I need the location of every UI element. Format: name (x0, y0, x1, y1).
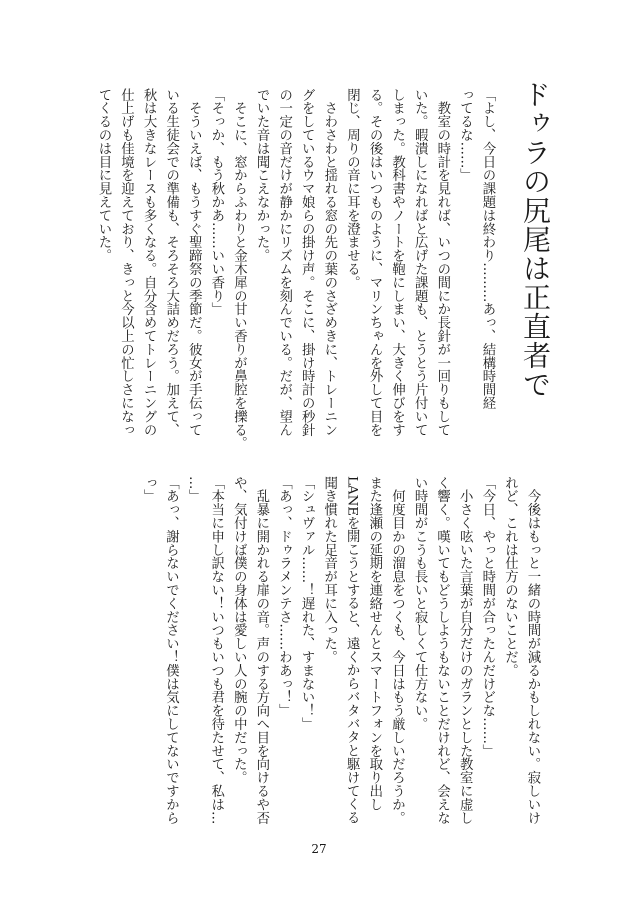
lower-text-block (136, 476, 543, 825)
text-line: 「よし、今日の課題は終わり………あっ、結構時間経 (480, 88, 495, 410)
text-line: さわさわと揺れる窓の先の葉のさざめきに、トレーニン (321, 88, 337, 437)
text-line: いる生徒会での準備も、そろそろ大詰めだろう。加えて、 (163, 88, 179, 437)
text-line: く響く。嘆いてもどうしようもないことだけれど、会えな (434, 476, 450, 825)
text-line: 「そっか、もう秋かあ……いい香り」 (208, 88, 224, 316)
text-line: 仕上げも佳境を迎えており、きっと今以上の忙しさになっ (118, 88, 134, 437)
text-line: そういえば、もうすぐ聖蹄祭の季節だ。彼女が手伝って (186, 88, 202, 437)
text-line: 「本当に申し訳ない！いつもいつも君を待たせて、私は… (208, 476, 224, 825)
text-line: LANEを開こうとすると、遠くからバタバタと駆けてくる (344, 476, 360, 825)
upper-text-block (91, 88, 498, 468)
text-line: る。その後はいつものように、マリンちゃんを外して目を (367, 88, 383, 437)
text-line: れど、これは仕方のないことだ。 (502, 476, 518, 677)
text-line: 「あっ、ドゥラメンテさ……わあっ！」 (276, 476, 292, 718)
text-line: …」 (186, 476, 202, 503)
text-line: 何度目かの溜息をつくも、今日はもう厳しいだろうか。 (389, 476, 405, 825)
text-line: い時間がこうも長いと寂しくて仕方ない。 (412, 476, 428, 731)
text-line: ってるな……」 (457, 88, 473, 182)
text-line: 聞き慣れた足音が耳に入った。 (321, 476, 337, 664)
text-line: グをしているウマ娘らの掛け声。そこに、掛け時計の秒針 (299, 88, 315, 437)
text-line: また逢瀬の延期を連絡せんとスマートフォンを取り出し (366, 476, 382, 811)
text-line: の一定の音だけが静かにリズムを刻んでいる。だが、望ん (276, 88, 292, 437)
text-line: でいた音は聞こえなかった。 (254, 88, 270, 263)
text-line: 閉じ、周りの音に耳を澄ませる。 (344, 88, 360, 289)
text-line: 教室の時計を見れば、いつの間にか長針が一回りもして (434, 88, 450, 437)
text-line: 今後はもっと一緒の時間が減るかもしれない。寂しいけ (525, 476, 540, 825)
text-line: てくるのは目に見えていた。 (95, 88, 111, 263)
text-line: そこに、窓からふわりと金木犀の甘い香りが鼻腔を擽る。 (231, 88, 247, 450)
text-line: 乱暴に開かれる扉の音。声のする方向へ目を向けるや否 (253, 476, 269, 825)
text-line: しまった。教科書やノートを鞄にしまい、大きく伸びをす (389, 88, 405, 437)
text-line: 秋は大きなレースも多くなる。自分含めてトレーニングの (141, 88, 157, 437)
text-line: 「シュヴァル……！遅れた、すまない！」 (299, 476, 315, 731)
text-line: 「あっ、謝らないでください！僕は気にしてないですから (163, 476, 179, 825)
text-line: 「今日、やっと時間が合ったんだけどな……」 (479, 476, 495, 758)
text-line: や、気付けば僕の身体は愛しい人の腕の中だった。 (231, 476, 247, 785)
text-line: いた。暇潰しになればと広げた課題も、とうとう片付いて (412, 88, 428, 437)
chapter-title: ドゥラの尻尾は正直者で (519, 80, 552, 399)
text-line: っ」 (140, 476, 156, 503)
page-number: 27 (311, 842, 327, 856)
text-line: 小さく呟いた言葉が自分だけのガランとした教室に虚し (457, 476, 473, 825)
